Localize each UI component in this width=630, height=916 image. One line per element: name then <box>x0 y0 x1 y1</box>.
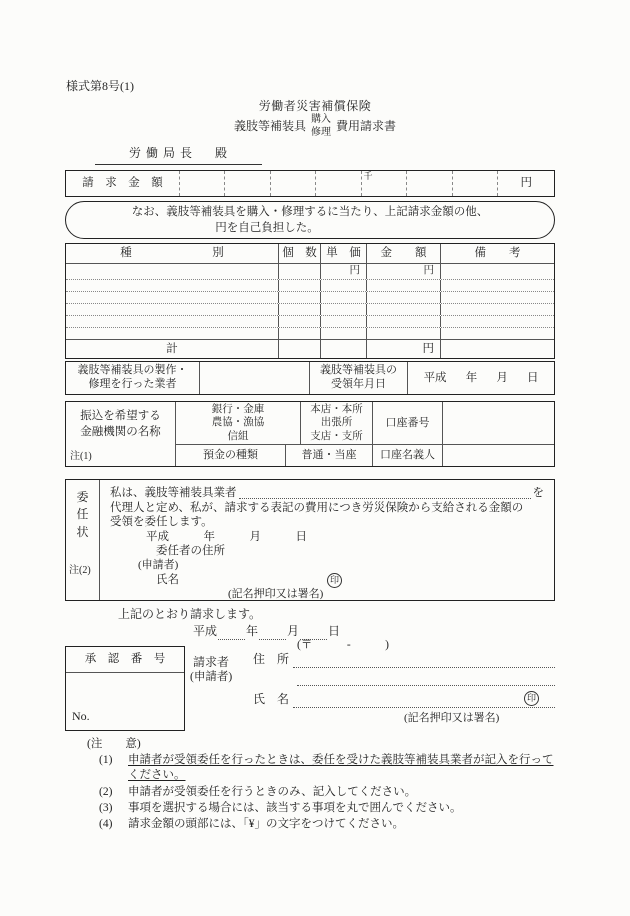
bank-table <box>65 401 555 467</box>
claim-amount-row <box>65 170 555 197</box>
approval-number-box <box>65 646 185 731</box>
items-empty-row <box>66 327 554 339</box>
account-number-field[interactable] <box>443 402 554 444</box>
item-cell[interactable] <box>367 328 441 339</box>
bank-label-line1: 振込を希望する <box>80 410 161 422</box>
items-empty-row <box>66 315 554 327</box>
receipt-year: 年 <box>465 371 478 384</box>
claim-date-year-label: 年 <box>246 624 259 638</box>
notes-title: (注 意) <box>87 738 141 750</box>
poa-address-label: 委任者の住所 <box>156 545 225 558</box>
item-cell[interactable] <box>441 340 554 358</box>
seal-char: 印 <box>329 574 339 585</box>
bank-type-3: 信組 <box>227 430 249 442</box>
addressee-line <box>95 146 262 165</box>
approval-number-label: 承 認 番 号 <box>66 647 184 673</box>
note-number: (1) <box>99 754 113 767</box>
bank-row-2 <box>176 445 554 466</box>
poa-applicant-label: (申請者) <box>138 558 179 571</box>
address-label: 住 所 <box>253 652 290 666</box>
item-cell[interactable] <box>321 316 367 327</box>
self-payment-line1: なお、義肢等補装具を購入・修理するに当たり、上記請求金額の他、 <box>131 205 489 218</box>
item-cell[interactable] <box>441 292 554 303</box>
thousand-marker: 千 <box>363 171 373 181</box>
name-label: 氏 名 <box>253 692 290 706</box>
note-ref-1: 注(1) <box>70 450 92 462</box>
name-field[interactable] <box>293 692 555 708</box>
item-cell[interactable] <box>279 340 321 358</box>
address-field[interactable] <box>293 657 555 668</box>
item-cell[interactable] <box>441 264 554 279</box>
note-item <box>87 785 557 800</box>
item-cell[interactable] <box>66 304 279 315</box>
addressee-honorific: 殿 <box>215 146 229 160</box>
poa-seal-note: (記名押印又は署名) <box>228 587 324 600</box>
bank-label-line2: 金融機関の名称 <box>80 425 161 438</box>
total-yen: 円 <box>367 340 441 358</box>
item-cell[interactable] <box>279 292 321 303</box>
col-remarks: 備 考 <box>474 247 521 260</box>
subtitle-claim: 費用請求書 <box>336 118 397 133</box>
form-subtitle <box>0 114 630 139</box>
receipt-day: 日 <box>526 371 539 384</box>
poa-line1 <box>110 486 544 501</box>
item-cell[interactable] <box>321 280 367 291</box>
unit-price-yen: 円 <box>321 264 367 279</box>
claimant-sublabel: (申請者) <box>190 671 233 683</box>
claim-amount-digit-cell[interactable] <box>270 171 315 196</box>
self-payment-line2 <box>151 220 319 236</box>
address-field-line2[interactable] <box>297 675 555 686</box>
subtitle-repair: 修理 <box>311 126 331 138</box>
poa-line3: 受領を委任します。 <box>110 516 213 529</box>
poa-title: 委任状 <box>76 490 89 539</box>
poa-name-label: 氏名 <box>156 574 179 587</box>
claimant-label: 請求者 <box>193 655 230 669</box>
branch-type-1: 本店・本所 <box>310 403 363 415</box>
note-item <box>87 817 557 832</box>
deposit-type-label: 預金の種類 <box>176 445 286 466</box>
item-cell[interactable] <box>321 304 367 315</box>
note-item <box>87 801 557 816</box>
claim-statement: 上記のとおり請求します。 <box>118 607 262 621</box>
item-cell[interactable] <box>321 340 367 358</box>
col-quantity: 個 数 <box>279 244 321 263</box>
vendor-row <box>65 361 555 395</box>
receipt-label-line2: 受領年月日 <box>331 378 386 390</box>
receipt-date-label <box>310 362 408 394</box>
vendor-name-field[interactable] <box>200 362 310 394</box>
self-payment-amount-field[interactable] <box>151 224 215 236</box>
note-ref-2: 注(2) <box>69 565 91 576</box>
claimant-seal-note: (記名押印又は署名) <box>404 712 500 724</box>
note-text: 申請者が受領委任を行うときのみ、記入してください。 <box>128 785 417 798</box>
approval-no-label: No. <box>72 709 90 724</box>
poa-date-field[interactable]: 平成 年 月 日 <box>146 530 307 543</box>
self-payment-note <box>65 201 555 239</box>
claim-amount-digit-cell[interactable] <box>406 171 451 196</box>
claim-date-era: 平成 <box>193 624 218 638</box>
poa-line2: 代理人と定め、私が、請求する表記の費用につき労災保険から支給される金額の <box>110 501 524 514</box>
poa-line1-prefix: 私は、義肢等補装具業者 <box>110 487 237 499</box>
item-cell[interactable] <box>441 304 554 315</box>
branch-type-options[interactable] <box>301 402 373 444</box>
items-empty-row <box>66 291 554 303</box>
receipt-era: 平成 <box>423 371 447 384</box>
claim-amount-yen-cell <box>497 171 554 196</box>
deposit-type-options[interactable]: 普通・当座 <box>286 445 373 466</box>
item-cell[interactable] <box>367 280 441 291</box>
note-text: 事項を選択する場合には、該当する事項を丸で囲んでください。 <box>128 801 462 814</box>
bank-type-2: 農協・漁協 <box>211 417 265 429</box>
vendor-label <box>66 362 200 394</box>
items-empty-row <box>66 279 554 291</box>
item-cell[interactable] <box>367 292 441 303</box>
claim-amount-label: 請 求 金 額 <box>82 177 163 190</box>
claim-date-month-field[interactable] <box>259 627 286 640</box>
amount-yen: 円 <box>367 264 441 279</box>
item-cell[interactable] <box>279 304 321 315</box>
item-cell[interactable] <box>321 292 367 303</box>
receipt-month: 月 <box>496 371 508 384</box>
poa-body <box>100 480 554 600</box>
total-label: 計 <box>66 340 279 358</box>
poa-vendor-name-field[interactable] <box>239 489 531 499</box>
poa-side-column <box>66 480 100 600</box>
bank-type-options[interactable] <box>176 402 301 444</box>
note-text: 請求金額の頭部には、「¥」の文字をつけてください。 <box>128 817 404 830</box>
item-cell[interactable] <box>367 304 441 315</box>
subtitle-device: 義肢等補装具 <box>233 118 306 133</box>
claim-amount-digit-cell[interactable] <box>452 171 497 196</box>
receipt-date-field[interactable] <box>408 362 554 394</box>
account-number-label: 口座番号 <box>373 402 443 444</box>
item-cell[interactable] <box>441 328 554 339</box>
item-cell[interactable] <box>66 264 279 279</box>
item-cell[interactable] <box>441 316 554 327</box>
item-cell[interactable] <box>441 280 554 291</box>
note-number: (4) <box>99 817 113 830</box>
item-cell[interactable] <box>367 316 441 327</box>
claimant-address-line <box>253 652 555 668</box>
poa-line1-suffix: を <box>532 487 544 499</box>
branch-type-3: 支店・支所 <box>310 430 363 442</box>
items-empty-row <box>66 303 554 315</box>
item-cell[interactable] <box>66 280 279 291</box>
receipt-label-line1: 義肢等補装具の <box>320 364 397 377</box>
form-number: 様式第8号(1) <box>66 79 134 93</box>
col-type: 種 別 <box>66 244 279 263</box>
power-of-attorney-box <box>65 479 555 601</box>
vendor-label-line2: 修理を行った業者 <box>88 378 177 390</box>
claimant-name-line <box>253 692 555 708</box>
branch-type-2: 出張所 <box>320 417 353 429</box>
note-item <box>87 753 557 783</box>
claim-amount-digit-cell[interactable] <box>315 171 360 196</box>
item-cell[interactable] <box>321 328 367 339</box>
claim-amount-digit-cell[interactable] <box>224 171 269 196</box>
bank-section-label <box>66 402 176 466</box>
note-number: (2) <box>99 785 113 798</box>
account-holder-label: 口座名義人 <box>373 445 443 466</box>
items-unit-row <box>66 264 554 279</box>
addressee-title: 労 働 局 長 <box>128 146 193 160</box>
subtitle-purchase: 購入 <box>311 114 331 125</box>
self-payment-line2-text: 円を自己負担した。 <box>215 222 319 234</box>
claim-date-month-label: 月 <box>287 624 300 638</box>
bank-right-area <box>176 402 554 466</box>
items-header-row <box>66 244 554 264</box>
seal-char: 印 <box>526 692 536 703</box>
bank-row-1 <box>176 402 554 445</box>
bank-type-1: 銀行・金庫 <box>211 403 265 415</box>
item-cell[interactable] <box>279 328 321 339</box>
poa-name-line <box>156 573 544 588</box>
claim-amount-digit-cell[interactable] <box>179 171 224 196</box>
vendor-label-line1: 義肢等補装具の製作・ <box>77 364 188 377</box>
col-unit-price: 単 価 <box>321 244 367 263</box>
item-cell[interactable] <box>279 316 321 327</box>
items-table <box>65 243 555 359</box>
purchase-repair-stack <box>311 114 331 139</box>
seal-mark <box>524 691 539 706</box>
seal-mark <box>327 573 342 588</box>
items-total-row <box>66 339 554 358</box>
postal-code-field[interactable]: (〒 - ) <box>297 639 389 651</box>
claim-date-day-label: 日 <box>328 624 341 638</box>
item-cell[interactable] <box>279 280 321 291</box>
note-number: (3) <box>99 801 113 814</box>
item-cell[interactable] <box>279 264 321 279</box>
item-cell[interactable] <box>66 292 279 303</box>
account-holder-field[interactable] <box>443 445 554 466</box>
yen-label: 円 <box>520 177 532 190</box>
notes-section <box>87 737 557 832</box>
col-amount: 金 額 <box>367 244 441 263</box>
claim-date-year-field[interactable] <box>218 627 245 640</box>
item-cell[interactable] <box>66 328 279 339</box>
item-cell[interactable] <box>66 316 279 327</box>
form-title: 労働者災害補償保険 <box>258 99 372 113</box>
note-text: 申請者が受領委任を行ったときは、委任を受けた義肢等補装具業者が記入を行ってください。 <box>128 754 554 782</box>
